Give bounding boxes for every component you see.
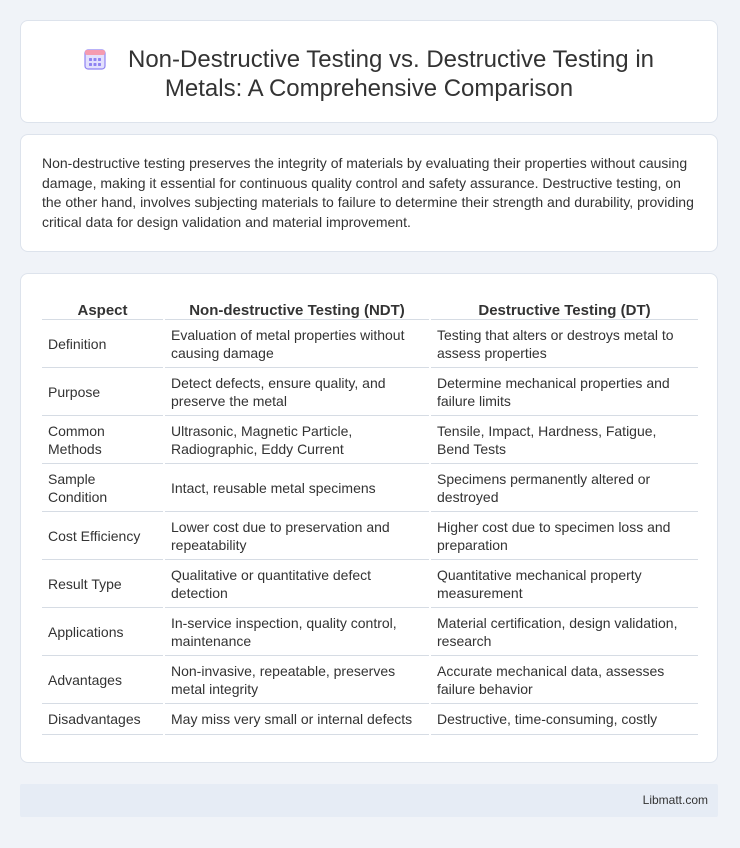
header-dt: Destructive Testing (DT) [430, 296, 698, 320]
dt-cell: Quantitative mechanical property measurement [430, 560, 698, 608]
ndt-cell: Evaluation of metal properties without causing damage [164, 320, 430, 368]
header-aspect: Aspect [42, 296, 164, 320]
comparison-card [20, 273, 718, 763]
page-title [21, 45, 717, 103]
header-ndt: Non-destructive Testing (NDT) [164, 296, 430, 320]
table-row [42, 368, 698, 416]
table-row [42, 704, 698, 735]
table-header-row [42, 296, 698, 320]
table-row [42, 560, 698, 608]
table-row [42, 656, 698, 704]
calendar-icon [84, 48, 106, 70]
ndt-cell: Detect defects, ensure quality, and preserve the metal [164, 368, 430, 416]
aspect-cell: Result Type [42, 560, 164, 608]
table-row [42, 416, 698, 464]
ndt-cell: Lower cost due to preservation and repeatability [164, 512, 430, 560]
dt-cell: Material certification, design validation, research [430, 608, 698, 656]
ndt-cell: Non-invasive, repeatable, preserves metal integrity [164, 656, 430, 704]
ndt-cell: Qualitative or quantitative defect detection [164, 560, 430, 608]
intro-card [20, 134, 718, 252]
dt-cell: Higher cost due to specimen loss and preparation [430, 512, 698, 560]
footer-brand-link[interactable]: Libmatt.com [642, 793, 708, 807]
intro-paragraph: Non-destructive testing preserves the integrity of materials by evaluating their properties without causing damage, making it essential for continuous quality control and safety assurance. Destructive testing, on the other hand, involves subjecting materials to failure to determine their strength and durability, providing critical data for design validation and material improvement. [42, 155, 694, 230]
dt-cell: Testing that alters or destroys metal to assess properties [430, 320, 698, 368]
table-row [42, 608, 698, 656]
aspect-cell: Purpose [42, 368, 164, 416]
table-row [42, 512, 698, 560]
footer [20, 784, 718, 817]
title-card [20, 20, 718, 123]
dt-cell: Accurate mechanical data, assesses failure behavior [430, 656, 698, 704]
comparison-table [42, 296, 698, 735]
ndt-cell: In-service inspection, quality control, maintenance [164, 608, 430, 656]
aspect-cell: Cost Efficiency [42, 512, 164, 560]
ndt-cell: Intact, reusable metal specimens [164, 464, 430, 512]
aspect-cell: Disadvantages [42, 704, 164, 735]
table-row [42, 464, 698, 512]
dt-cell: Specimens permanently altered or destroyed [430, 464, 698, 512]
aspect-cell: Definition [42, 320, 164, 368]
dt-cell: Determine mechanical properties and failure limits [430, 368, 698, 416]
table-row [42, 320, 698, 368]
aspect-cell: Applications [42, 608, 164, 656]
ndt-cell: May miss very small or internal defects [164, 704, 430, 735]
dt-cell: Destructive, time-consuming, costly [430, 704, 698, 735]
dt-cell: Tensile, Impact, Hardness, Fatigue, Bend Tests [430, 416, 698, 464]
aspect-cell: Advantages [42, 656, 164, 704]
ndt-cell: Ultrasonic, Magnetic Particle, Radiographic, Eddy Current [164, 416, 430, 464]
title-line-1: Non-Destructive Testing vs. Destructive Testing in [21, 45, 717, 74]
aspect-cell: Common Methods [42, 416, 164, 464]
title-line-2: Metals: A Comprehensive Comparison [164, 75, 574, 102]
aspect-cell: Sample Condition [42, 464, 164, 512]
